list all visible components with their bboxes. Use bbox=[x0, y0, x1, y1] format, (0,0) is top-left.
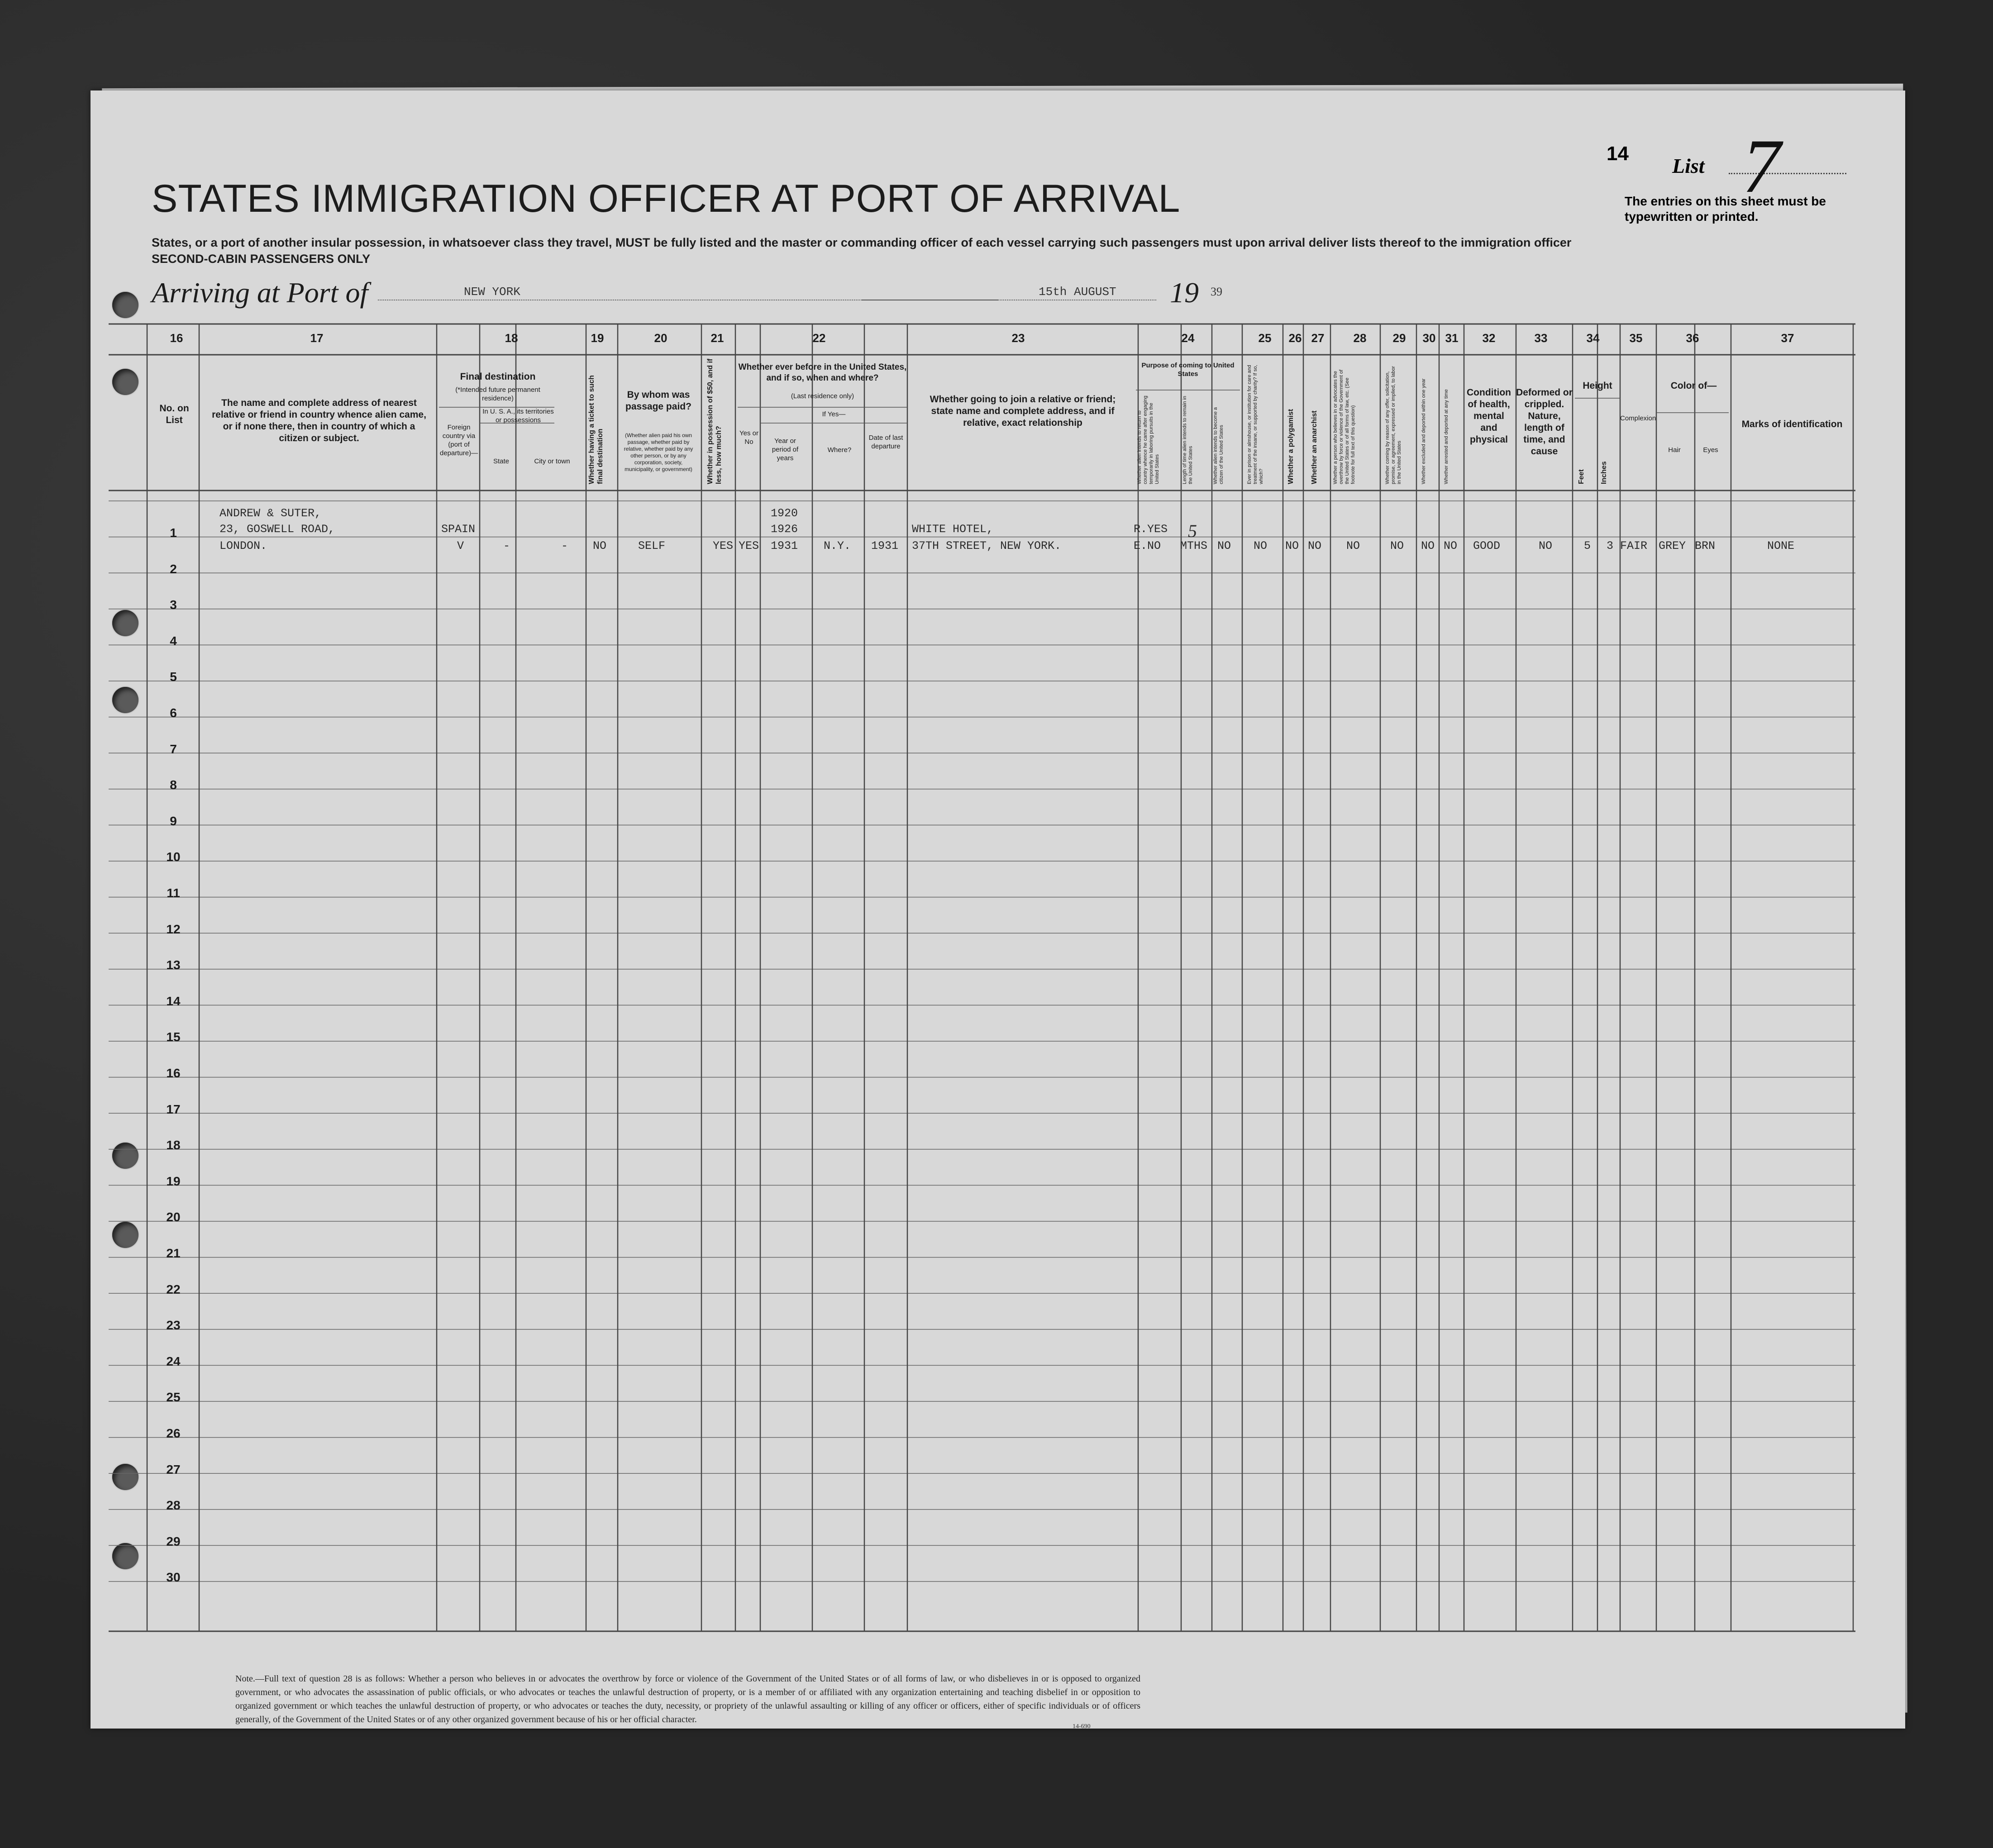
sheet-number: 14 bbox=[1607, 143, 1629, 165]
header-purpose: Purpose of coming to United States bbox=[1141, 362, 1235, 378]
row-number: 3 bbox=[170, 598, 177, 612]
year-prefix: 19 bbox=[1170, 276, 1199, 309]
row-number: 23 bbox=[166, 1318, 181, 1333]
row-number: 13 bbox=[166, 958, 181, 972]
row-number: 12 bbox=[166, 922, 181, 936]
col-33: 33 bbox=[1534, 331, 1548, 345]
col-31: 31 bbox=[1445, 331, 1459, 345]
complexion-value: FAIR bbox=[1620, 539, 1648, 552]
year-suffix: 39 bbox=[1211, 285, 1222, 298]
condition-value: GOOD bbox=[1473, 539, 1501, 552]
c27-value: NO bbox=[1308, 539, 1322, 552]
footnote-code: 14-690 bbox=[1073, 1723, 1091, 1730]
header-length-stay: Length of time alien intends to remain in the United States bbox=[1182, 395, 1193, 484]
arriving-label: Arriving at Port of bbox=[152, 276, 368, 309]
foreign-country-value: SPAIN bbox=[441, 523, 476, 536]
row-number: 30 bbox=[166, 1570, 181, 1585]
col-16: 16 bbox=[170, 331, 183, 345]
row-number: 1 bbox=[170, 526, 177, 540]
date-value: 15th AUGUST bbox=[1039, 285, 1116, 299]
row-number: 11 bbox=[167, 886, 180, 900]
header-ever-before: Whether ever before in the United States, and if so, when and where? bbox=[738, 362, 907, 383]
row-number: 20 bbox=[166, 1210, 181, 1224]
col-18: 18 bbox=[505, 331, 518, 345]
row-number: 14 bbox=[166, 994, 181, 1008]
header-join: Whether going to join a relative or friend; state name and complete address, and if relative, exact relationship bbox=[930, 394, 1116, 428]
row-number: 18 bbox=[166, 1138, 181, 1153]
years-line-1: 1920 bbox=[771, 507, 798, 520]
row-number: 6 bbox=[170, 706, 177, 720]
relative-line-3: LONDON. bbox=[219, 539, 267, 552]
years-line-2: 1926 bbox=[771, 523, 798, 536]
row-number: 29 bbox=[166, 1534, 181, 1548]
row-number: 16 bbox=[166, 1066, 181, 1080]
header-condition: Condition of health, mental and physical bbox=[1467, 387, 1511, 445]
via-value: V bbox=[457, 539, 464, 552]
marks-value: NONE bbox=[1767, 539, 1795, 552]
where-value: N.Y. bbox=[824, 539, 851, 552]
header-polygamist: Whether a polygamist bbox=[1287, 409, 1295, 484]
header-relative: The name and complete address of nearest relative or friend in country whence alien came, or if none there, then in country of which a citizen or subject. bbox=[212, 398, 426, 443]
row-number: 22 bbox=[166, 1282, 181, 1296]
c29-value: NO bbox=[1390, 539, 1404, 552]
ticket-value: NO bbox=[593, 539, 607, 552]
eyes-value: BRN bbox=[1695, 539, 1716, 552]
header-where: Where? bbox=[827, 446, 852, 454]
col-30: 30 bbox=[1422, 331, 1436, 345]
header-labor-offer: Whether coming by reason of any offer, solicitation, promise, or agreement, expressed or implied, to labor in the United States bbox=[1385, 366, 1402, 484]
relative-line-1: ANDREW & SUTER, bbox=[219, 507, 322, 520]
row-number: 26 bbox=[166, 1426, 181, 1440]
col-28: 28 bbox=[1353, 331, 1367, 345]
row-number: 10 bbox=[166, 850, 181, 864]
ever-before-value: YES bbox=[739, 539, 759, 552]
purpose-line-1: R.YES bbox=[1134, 523, 1168, 536]
header-city: City or town bbox=[534, 457, 570, 465]
col-22: 22 bbox=[812, 331, 826, 345]
row-number: 2 bbox=[170, 562, 177, 576]
header-feet: Feet bbox=[1578, 469, 1585, 484]
row-number: 5 bbox=[170, 670, 177, 684]
subtitle-class: SECOND-CABIN PASSENGERS ONLY bbox=[152, 252, 371, 266]
header-usa: In U. S. A., its territories or possessions bbox=[482, 408, 554, 424]
col-29: 29 bbox=[1392, 331, 1406, 345]
row-number: 4 bbox=[170, 633, 177, 648]
col-24: 24 bbox=[1181, 331, 1195, 345]
col-23: 23 bbox=[1011, 331, 1025, 345]
row-number: 17 bbox=[166, 1102, 181, 1116]
relative-line-2: 23, GOSWELL ROAD, bbox=[219, 523, 335, 536]
header-excluded: Whether excluded and deported within one year bbox=[1421, 378, 1426, 484]
header-become-citizen: Whether alien intends to become a citizen of the United States bbox=[1213, 407, 1224, 484]
join-line-2: 37TH STREET, NEW YORK. bbox=[912, 539, 1062, 552]
header-yes-no: Yes or No bbox=[739, 429, 758, 446]
c30-value: NO bbox=[1421, 539, 1435, 552]
col-35: 35 bbox=[1629, 331, 1643, 345]
header-overthrow: Whether a person who believes in or advocates the overthrow by force or violence of the Government of the United States or of all forms of law, etc. (See footnote for full text of this question) bbox=[1333, 369, 1356, 484]
city-value: - bbox=[561, 539, 568, 552]
header-fifty: Whether in possession of $50, and if less, how much? bbox=[706, 358, 723, 484]
col-26: 26 bbox=[1288, 331, 1302, 345]
header-state: State bbox=[493, 457, 510, 465]
header-date-departure: Date of last departure bbox=[868, 434, 903, 450]
c26-value: NO bbox=[1285, 539, 1299, 552]
fifty-value: YES bbox=[713, 539, 734, 552]
state-value: - bbox=[503, 539, 510, 552]
col-36: 36 bbox=[1686, 331, 1699, 345]
footnote: Note.—Full text of question 28 is as follows: Whether a person who believes in or advocates the overthrow by force or violence of the Government of the United States or of all forms of law, or who disbelieves in or is opposed to organized government, or who advocates the assassination of public officials, or who advocates or teaches the unlawful destruction of property, or is a member of or affiliated with any organization entertaining and teaching disbelief in or opposition to organized government or which teaches the unlawful destruction of property, or who advocates or teaches the duty, necessity, or propriety of the unlawful assaulting or killing of any officer or officers, either of specific individuals or of officers generally, of the Government of the United States or of any other organized government because of his or her official character. bbox=[235, 1674, 1140, 1724]
typewritten-instruction: The entries on this sheet must be typewritten or printed. bbox=[1625, 194, 1826, 224]
header-hair: Hair bbox=[1668, 446, 1681, 454]
deformed-value: NO bbox=[1539, 539, 1553, 552]
header-color-of: Color of— bbox=[1670, 381, 1717, 391]
subtitle-line: States, or a port of another insular possession, in whatsoever class they travel, MUST be fully listed and the master or commanding officer of each vessel carrying such passengers must upon arrival deliver lists thereof to the immigration officer bbox=[152, 236, 1572, 249]
length-value: 5 bbox=[1188, 521, 1197, 541]
header-last-residence: (Last residence only) bbox=[791, 392, 854, 400]
row-number: 25 bbox=[166, 1390, 181, 1405]
row-number: 9 bbox=[170, 814, 177, 828]
header-foreign-country: Foreign country via (port of departure)— bbox=[439, 424, 478, 457]
header-arrested: Whether arrested and deported at any time bbox=[1444, 389, 1449, 484]
c25-value: NO bbox=[1254, 539, 1268, 552]
row-number: 21 bbox=[166, 1246, 181, 1260]
header-deformed: Deformed or crippled. Nature, length of time, and cause bbox=[1516, 387, 1573, 457]
row-number: 19 bbox=[166, 1174, 181, 1188]
join-line-1: WHITE HOTEL, bbox=[912, 523, 994, 536]
header-no-on-list: No. on List bbox=[159, 403, 189, 425]
header-ticket: Whether having a ticket to such final destination bbox=[588, 375, 604, 484]
c31-value: NO bbox=[1444, 539, 1458, 552]
col-34: 34 bbox=[1586, 331, 1600, 345]
col-17: 17 bbox=[310, 331, 324, 345]
row-number: 15 bbox=[166, 1030, 181, 1044]
row-number: 7 bbox=[170, 742, 177, 756]
feet-value: 5 bbox=[1584, 539, 1591, 552]
row-number: 28 bbox=[166, 1498, 181, 1513]
col-19: 19 bbox=[591, 331, 604, 345]
header-year-period: Year or period of years bbox=[772, 437, 799, 462]
col-20: 20 bbox=[654, 331, 668, 345]
col-27: 27 bbox=[1311, 331, 1325, 345]
c28-value: NO bbox=[1346, 539, 1360, 552]
col-25: 25 bbox=[1258, 331, 1272, 345]
length-unit: MTHS bbox=[1180, 539, 1208, 552]
port-value: NEW YORK bbox=[464, 285, 520, 299]
header-inches: Inches bbox=[1600, 461, 1608, 484]
header-anarchist: Whether an anarchist bbox=[1311, 410, 1318, 484]
header-eyes: Eyes bbox=[1703, 446, 1718, 454]
header-if-yes: If Yes— bbox=[822, 410, 846, 418]
header-final-destination-note: (*Intended future permanent residence) bbox=[455, 386, 540, 402]
header-complexion: Complexion bbox=[1620, 414, 1656, 422]
inches-value: 3 bbox=[1607, 539, 1614, 552]
header-marks: Marks of identification bbox=[1741, 419, 1843, 429]
header-prison: Ever in prison or almshouse, or institution for care and treatment of the insane, or supported by charity? If so, which? bbox=[1247, 365, 1264, 484]
header-height: Height bbox=[1583, 381, 1612, 391]
header-return: Whether alien intends to return to country whence he came after engaging temporarily in laboring pursuits in the United States bbox=[1137, 395, 1160, 484]
form-title: STATES IMMIGRATION OFFICER AT PORT OF ARRIVAL bbox=[152, 177, 1181, 220]
row-number: 24 bbox=[166, 1354, 181, 1368]
passage-value: SELF bbox=[638, 539, 666, 552]
row-number: 27 bbox=[166, 1462, 181, 1476]
header-passage: By whom was passage paid? bbox=[625, 390, 691, 412]
header-final-destination: Final destination bbox=[460, 372, 536, 382]
purpose-line-2: E.NO bbox=[1134, 539, 1161, 552]
col-32: 32 bbox=[1482, 331, 1496, 345]
years-line-3: 1931 bbox=[771, 539, 798, 552]
row-number: 8 bbox=[170, 778, 177, 792]
header-passage-note: (Whether alien paid his own passage, whether paid by relative, whether paid by any other person, or by any corporation, society, municipality, or government) bbox=[624, 432, 693, 472]
hair-value: GREY bbox=[1659, 539, 1686, 552]
list-number: 7 bbox=[1742, 124, 1781, 209]
list-label: List bbox=[1672, 154, 1705, 177]
col-37: 37 bbox=[1781, 331, 1794, 345]
departure-value: 1931 bbox=[871, 539, 899, 552]
citizen-value: NO bbox=[1217, 539, 1231, 552]
col-21: 21 bbox=[710, 331, 724, 345]
